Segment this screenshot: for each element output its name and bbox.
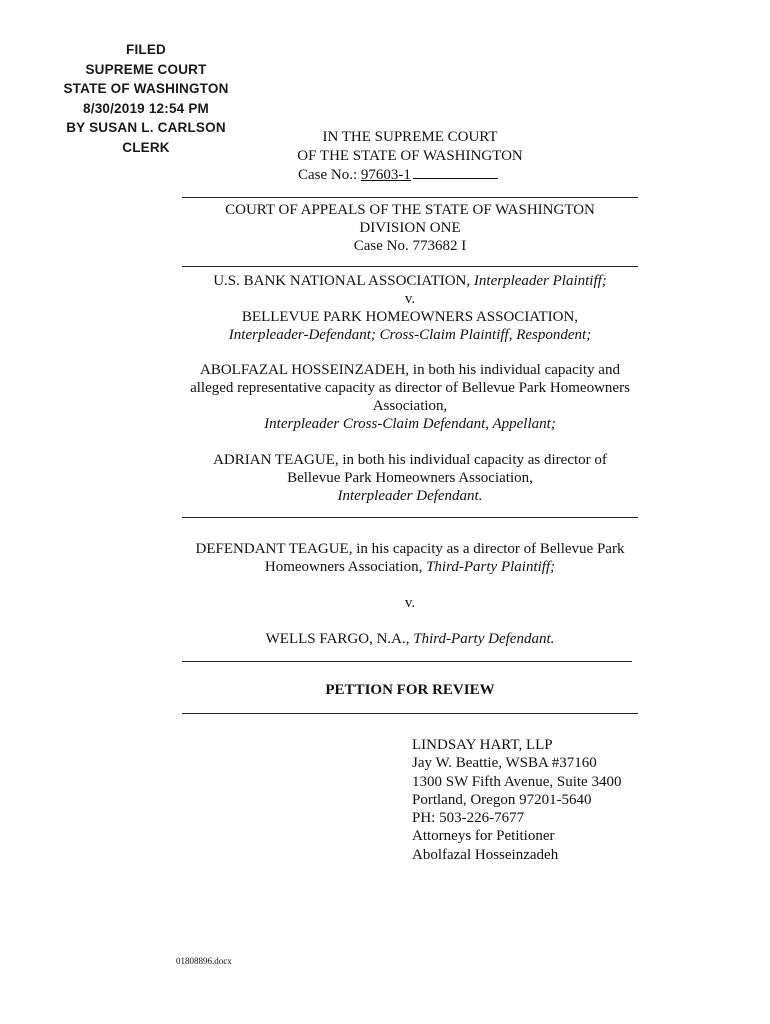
client-name: Abolfazal Hosseinzadeh: [412, 846, 559, 863]
appeals-court-line: COURT OF APPEALS OF THE STATE OF WASHINGTON: [225, 202, 595, 218]
divider: [182, 713, 638, 714]
state-line: OF THE STATE OF WASHINGTON: [297, 148, 523, 164]
party-us-bank: [170, 272, 650, 344]
divider: [182, 197, 638, 198]
divider: [182, 266, 638, 267]
party-name: BELLEVUE PARK HOMEOWNERS ASSOCIATION,: [241, 309, 579, 325]
party-teague: [170, 451, 650, 505]
party-role: Interpleader Cross-Claim Defendant, Appellant;: [264, 416, 556, 432]
stamp-state: STATE OF WASHINGTON: [63, 81, 229, 96]
third-party-text: DEFENDANT TEAGUE, in his capacity as a director of Bellevue Park: [195, 541, 625, 557]
party-hosseinzadeh: [170, 361, 650, 433]
third-party-block: [170, 540, 650, 576]
appeals-division: DIVISION ONE: [359, 220, 461, 236]
versus: v.: [404, 595, 416, 611]
court-of-appeals-block: [182, 201, 638, 255]
attorney-role: Attorneys for Petitioner: [412, 828, 555, 845]
party-text: Association,: [372, 398, 448, 414]
city-state-zip: Portland, Oregon 97201-5640: [412, 791, 592, 808]
third-party-text: Homeowners Association,: [264, 559, 423, 575]
case-prefix: Case No.:: [298, 167, 358, 183]
document-title: PETTION FOR REVIEW: [325, 682, 495, 698]
filing-stamp: [46, 40, 246, 157]
attorney-contact-block: [412, 736, 621, 864]
case-number: 97603-1: [360, 167, 411, 183]
supreme-case-number: [270, 166, 550, 185]
party-text: Bellevue Park Homeowners Association,: [287, 470, 533, 486]
attorney-name: Jay W. Beattie, WSBA #37160: [412, 755, 597, 772]
stamp-clerk-name: BY SUSAN L. CARLSON: [66, 120, 226, 135]
versus: v.: [404, 291, 416, 307]
street-address: 1300 SW Fifth Avenue, Suite 3400: [412, 773, 622, 790]
case-underline: [413, 166, 498, 179]
stamp-datetime: 8/30/2019 12:54 PM: [83, 100, 209, 116]
appeals-case-number: Case No. 773682 I: [353, 238, 467, 254]
supreme-court-heading: [270, 128, 550, 185]
stamp-filed: FILED: [126, 42, 166, 57]
party-text: ADRIAN TEAGUE, in both his individual capacity as director of: [213, 452, 607, 468]
phone: PH: 503-226-7677: [412, 810, 525, 827]
third-party-defendant: [170, 630, 650, 648]
supreme-court-line: IN THE SUPREME COURT: [322, 129, 498, 145]
party-role: Interpleader Defendant.: [337, 488, 483, 504]
divider: [182, 661, 632, 662]
party-role: Third-Party Plaintiff;: [426, 559, 556, 575]
party-text: ABOLFAZAL HOSSEINZADEH, in both his individual capacity and: [200, 362, 620, 378]
divider: [182, 517, 638, 518]
defendant-name: WELLS FARGO, N.A.,: [265, 631, 410, 647]
party-role: Interpleader-Defendant; Cross-Claim Plaintiff, Respondent;: [228, 327, 592, 343]
party-role: Interpleader Plaintiff;: [473, 273, 607, 289]
stamp-clerk: CLERK: [122, 139, 170, 155]
file-reference: 01808896.docx: [176, 956, 232, 966]
stamp-court: SUPREME COURT: [85, 61, 207, 77]
firm-name: LINDSAY HART, LLP: [412, 737, 553, 753]
party-role: Third-Party Defendant.: [413, 631, 555, 647]
party-name: U.S. BANK NATIONAL ASSOCIATION,: [213, 273, 471, 289]
party-text: alleged representative capacity as director of Bellevue Park Homeowners: [190, 380, 630, 396]
